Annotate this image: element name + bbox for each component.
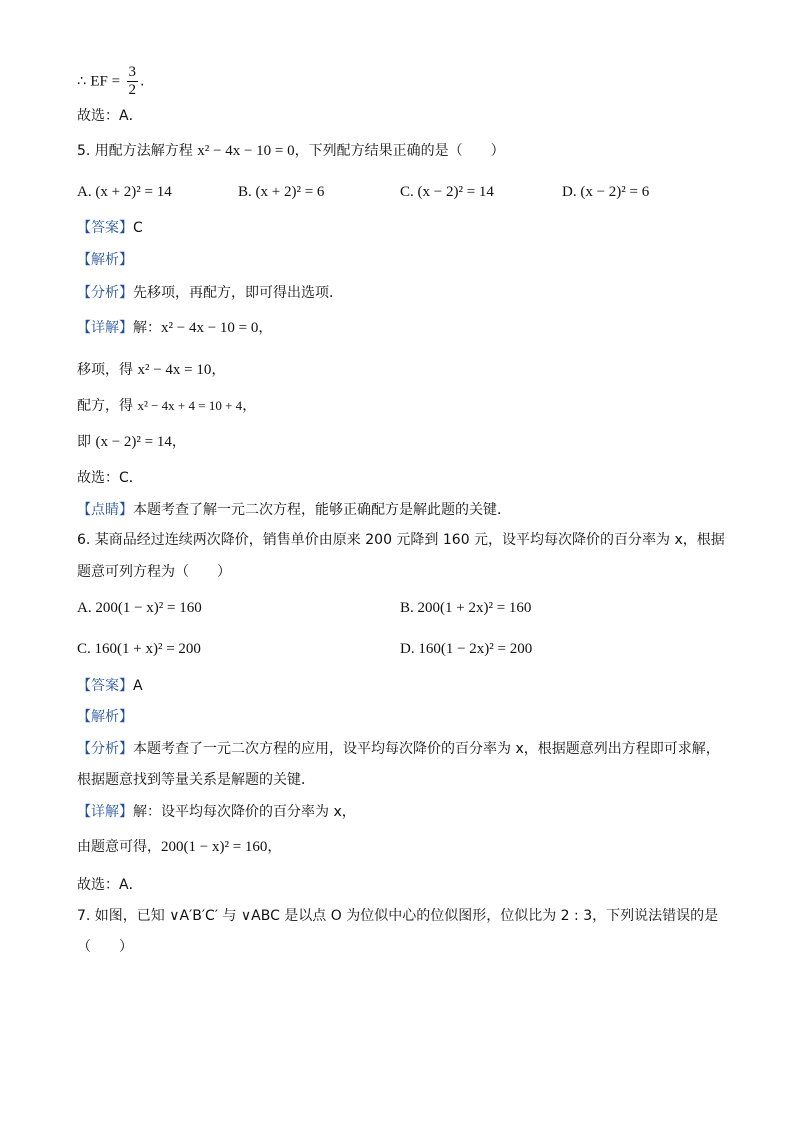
choose-line-prev: 故选：A． xyxy=(77,108,143,124)
step-3-equation: (x − 2)² = 14 xyxy=(95,434,172,450)
fraction-numerator: 3 xyxy=(128,64,137,80)
xiangjie-tag: 【详解】 xyxy=(77,804,133,820)
step-1-equation: 200(1 − x)² = 160 xyxy=(161,839,268,855)
xiangjie-tag: 【详解】 xyxy=(77,320,133,336)
q5-choose: 故选：C． xyxy=(77,470,143,486)
q6-stem-line-1: 6. 某商品经过连续两次降价，销售单价由原来 200 元降到 160 元，设平均每次降价的百分率为 x，根据 xyxy=(77,532,725,548)
xiangjie-comma: ， xyxy=(258,320,273,336)
q5-stem xyxy=(77,141,505,161)
ef-lhs: EF = xyxy=(90,73,121,90)
q5-fenxi xyxy=(77,283,343,303)
q5-option-d: D. (x − 2)² = 6 xyxy=(562,184,650,200)
fenxi-text-1: 本题考查了一元二次方程的应用，设平均每次降价的百分率为 x，根据题意列出方程即可求解， xyxy=(133,741,720,757)
fenxi-text: 先移项，再配方，即可得出选项． xyxy=(133,285,343,301)
q6-analysis-tag: 【解析】 xyxy=(77,709,133,725)
step-1-comma: ， xyxy=(267,839,282,855)
q5-stem-equation: x² − 4x − 10 = 0 xyxy=(197,143,295,159)
ef-result-line xyxy=(77,64,144,99)
step-2-comma: ， xyxy=(242,398,257,414)
q6-answer xyxy=(77,676,143,696)
step-3-label: 即 xyxy=(77,434,96,450)
q5-stem-a: 5. 用配方法解方程 xyxy=(77,143,198,159)
fenxi-tag: 【分析】 xyxy=(77,285,133,301)
q5-analysis-tag: 【解析】 xyxy=(77,252,133,268)
fraction xyxy=(127,64,139,99)
q6-step-1 xyxy=(77,837,281,857)
q6-choose: 故选：A． xyxy=(77,877,143,893)
fenxi-tag: 【分析】 xyxy=(77,741,133,757)
q6-xiangjie xyxy=(77,802,356,822)
q7-stem-line-2: （ ） xyxy=(77,939,133,955)
q5-stem-b: ，下列配方结果正确的是（ ） xyxy=(294,143,505,159)
q6-fenxi-line-2: 根据题意找到等量关系是解题的关键． xyxy=(77,772,315,788)
xiangjie-text: 解：设平均每次降价的百分率为 x， xyxy=(133,804,356,820)
q5-dianjing xyxy=(77,500,511,520)
q5-answer xyxy=(77,218,143,238)
therefore-symbol: ∴ xyxy=(77,73,91,90)
step-1-comma: ， xyxy=(211,362,226,378)
q5-step-3 xyxy=(77,432,186,452)
answer-tag: 【答案】 xyxy=(77,678,133,694)
q6-option-b: B. 200(1 + 2x)² = 160 xyxy=(400,600,532,616)
fraction-denominator: 2 xyxy=(128,82,137,98)
q6-stem-line-2: 题意可列方程为（ ） xyxy=(77,564,231,580)
step-3-comma: ， xyxy=(171,434,186,450)
q6-fenxi-line-1 xyxy=(77,739,720,759)
step-1-label: 由题意可得， xyxy=(77,839,161,855)
xiangjie-equation: x² − 4x − 10 = 0 xyxy=(161,320,259,336)
q5-step-1 xyxy=(77,360,225,380)
dianjing-tag: 【点睛】 xyxy=(77,502,133,518)
xiangjie-prefix: 解： xyxy=(133,320,161,336)
q5-xiangjie xyxy=(77,318,272,338)
step-2-equation: x² − 4x + 4 = 10 + 4 xyxy=(137,398,243,413)
q5-option-a: A. (x + 2)² = 14 xyxy=(77,184,172,200)
answer-value: A xyxy=(133,678,143,694)
q7-stem-line-1: 7. 如图，已知 ∨A′B′C′ 与 ∨ABC 是以点 O 为位似中心的位似图形，位似比为 2 : 3，下列说法错误的是 xyxy=(77,908,719,924)
q5-option-b: B. (x + 2)² = 6 xyxy=(238,184,325,200)
q5-option-c: C. (x − 2)² = 14 xyxy=(400,184,494,200)
q6-option-d: D. 160(1 − 2x)² = 200 xyxy=(400,641,533,657)
step-1-equation: x² − 4x = 10 xyxy=(137,362,212,378)
answer-tag: 【答案】 xyxy=(77,220,133,236)
q6-option-a: A. 200(1 − x)² = 160 xyxy=(77,600,202,616)
dianjing-text: 本题考查了解一元二次方程，能够正确配方是解此题的关键． xyxy=(133,502,511,518)
step-1-label: 移项，得 xyxy=(77,362,138,378)
q6-option-c: C. 160(1 + x)² = 200 xyxy=(77,641,201,657)
q5-step-2 xyxy=(77,396,256,416)
step-2-label: 配方，得 xyxy=(77,398,138,414)
answer-value: C xyxy=(133,220,143,236)
end-period: . xyxy=(140,73,145,90)
